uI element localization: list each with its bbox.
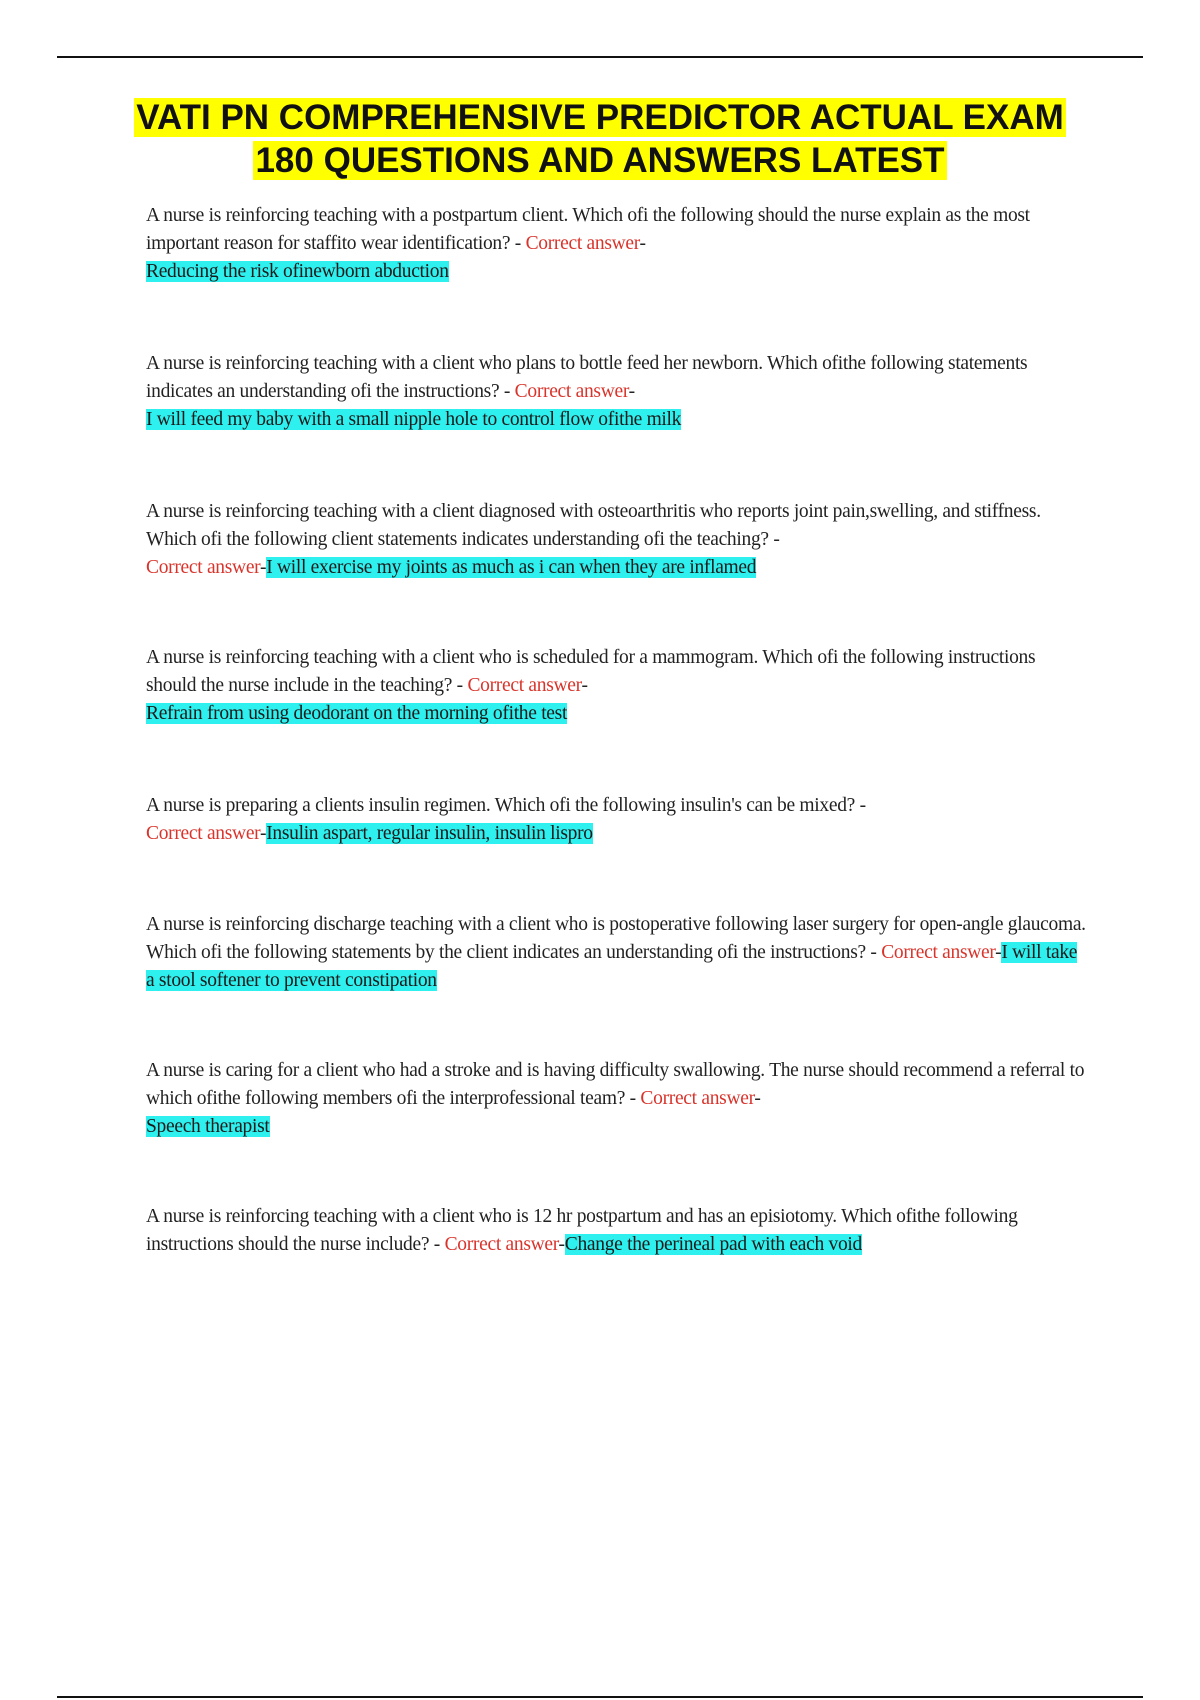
top-rule [57, 56, 1143, 58]
correct-answer-label: Correct answer [467, 675, 582, 696]
question-text: A nurse is caring for a client who had a stroke and is having difficulty swallowing. The nurse should recommend a referral to which ofithe following members ofi the interprofessional team? [146, 1060, 1085, 1109]
qa-item-5: A nurse is preparing a clients insulin regimen. Which ofi the following insulin's can be mixed? - Correct answer-Insulin aspart, regular insulin, insulin lispro [146, 795, 866, 844]
question-text: A nurse is preparing a clients insulin regimen. Which ofi the following insulin's can be mixed? [146, 795, 855, 816]
qa-item-7: A nurse is caring for a client who had a stroke and is having difficulty swallowing. The nurse should recommend a referral to which ofithe following members ofi the interprofessional team? - Correct answer- Speech therapist [146, 1060, 1085, 1137]
answer-text: Refrain from using deodorant on the morning ofithe test [146, 703, 568, 724]
correct-answer-label: Correct answer [514, 381, 629, 402]
question-text: A nurse is reinforcing teaching with a client who plans to bottle feed her newborn. Which ofithe following statements indicates an understanding ofi the instructions? [146, 353, 1028, 402]
title-line-1: VATI PN COMPREHENSIVE PREDICTOR ACTUAL EXAM [136, 98, 1064, 137]
qa-item-4: A nurse is reinforcing teaching with a client who is scheduled for a mammogram. Which ofi the following instructions should the nurse include in the teaching? - Correct answer- Refrain from using deodorant on the morning ofithe test [146, 647, 1036, 724]
answer-text: I will take a stool softener to prevent constipation [146, 942, 1078, 991]
correct-answer-label: Correct answer [881, 942, 996, 963]
answer-text: Reducing the risk ofinewborn abduction [146, 261, 449, 282]
answer-text: Speech therapist [146, 1116, 270, 1137]
answer-text: Change the perineal pad with each void [564, 1234, 862, 1255]
question-text: A nurse is reinforcing teaching with a client who is scheduled for a mammogram. Which ofi the following instructions should the nurse include in the teaching? [146, 647, 1036, 696]
answer-text: Insulin aspart, regular insulin, insulin lispro [266, 823, 593, 844]
question-text: A nurse is reinforcing discharge teaching with a client who is postoperative following laser surgery for open-angle glaucoma. Which ofi the following statements by the client indicates an understanding ofi the instructions? [146, 914, 1086, 963]
qa-item-3: A nurse is reinforcing teaching with a client diagnosed with osteoarthritis who reports joint pain,swelling, and stiffness. Which ofi the following client statements indicates understanding ofi the teaching? - Correct answer-I will exercise my joints as much as i can when they are inflamed [146, 501, 1041, 578]
answer-text: I will exercise my joints as much as i can when they are inflamed [266, 557, 757, 578]
question-text: A nurse is reinforcing teaching with a postpartum client. Which ofi the following should the nurse explain as the most important reason for staffito wear identification? [146, 205, 1030, 254]
question-text: A nurse is reinforcing teaching with a client diagnosed with osteoarthritis who reports joint pain,swelling, and stiffness. Which ofi the following client statements indicates understanding ofi the teaching? [146, 501, 1041, 550]
correct-answer-label: Correct answer [444, 1234, 559, 1255]
correct-answer-label: Correct answer [146, 557, 260, 578]
qa-item-2: A nurse is reinforcing teaching with a client who plans to bottle feed her newborn. Which ofithe following statements indicates an understanding ofi the instructions? - Correct answer- I will feed my baby with a small nipple hole to control flow ofithe milk [146, 353, 1028, 430]
qa-item-1: A nurse is reinforcing teaching with a postpartum client. Which ofi the following should the nurse explain as the most important reason for staffito wear identification? - Correct answer- Reducing the risk ofinewborn abduction [146, 205, 1030, 282]
title-line-2: 180 QUESTIONS AND ANSWERS LATEST [255, 141, 945, 180]
qa-item-8: A nurse is reinforcing teaching with a client who is 12 hr postpartum and has an episiotomy. Which ofithe following instructions should the nurse include? - Correct answer-Change the perineal pad with each void [146, 1206, 1018, 1255]
correct-answer-label: Correct answer [640, 1088, 755, 1109]
correct-answer-label: Correct answer [525, 233, 640, 254]
document-title [100, 96, 1100, 182]
bottom-rule [57, 1696, 1143, 1698]
correct-answer-label: Correct answer [146, 823, 260, 844]
qa-item-6: A nurse is reinforcing discharge teaching with a client who is postoperative following laser surgery for open-angle glaucoma. Which ofi the following statements by the client indicates an understanding ofi the instructions? - Correct answer-I will take a stool softener to prevent constipation [146, 914, 1086, 991]
question-text: A nurse is reinforcing teaching with a client who is 12 hr postpartum and has an episiotomy. Which ofithe following instructions should the nurse include? [146, 1206, 1018, 1255]
answer-text: I will feed my baby with a small nipple hole to control flow ofithe milk [146, 409, 682, 430]
